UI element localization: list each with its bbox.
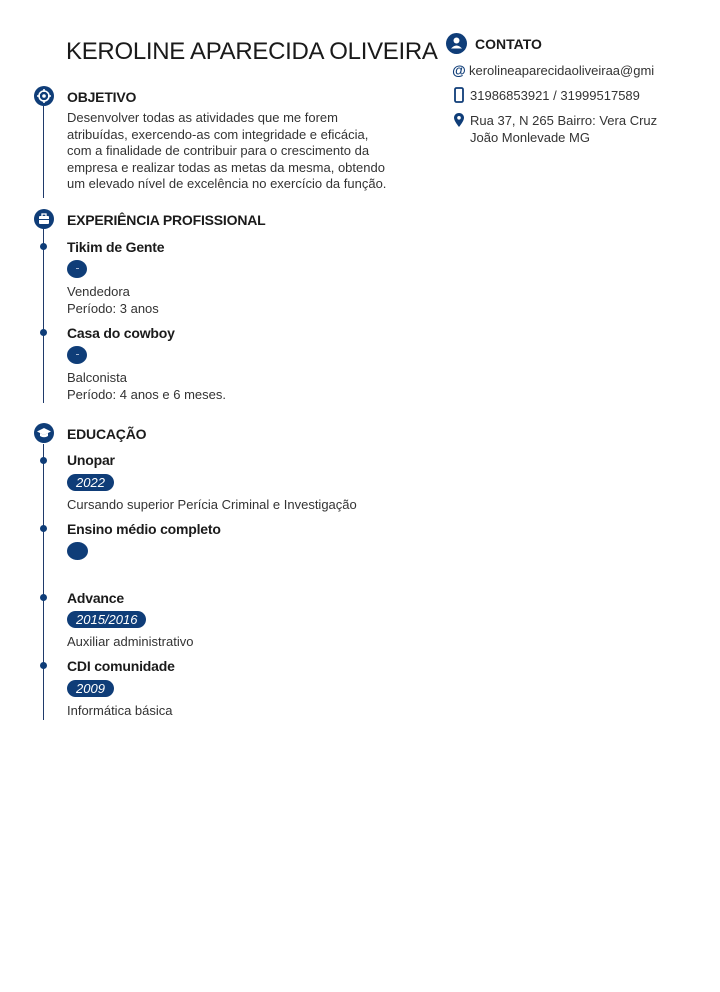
experience-company: Tikim de Gente xyxy=(67,239,165,255)
at-sign-icon: @ xyxy=(452,62,466,78)
briefcase-icon xyxy=(34,209,54,229)
education-year-badge: 2022 xyxy=(67,474,114,491)
contact-address-line1: Rua 37, N 265 Bairro: Vera Cruz xyxy=(470,113,658,128)
education-school: Advance xyxy=(67,590,124,606)
timeline-dot xyxy=(40,243,47,250)
education-course: Auxiliar administrativo xyxy=(67,634,194,649)
education-school: CDI comunidade xyxy=(67,658,175,674)
mobile-phone-icon xyxy=(452,87,466,103)
experience-title: EXPERIÊNCIA PROFISSIONAL xyxy=(67,212,266,228)
timeline-dot xyxy=(40,329,47,336)
timeline-dot xyxy=(40,525,47,532)
timeline-dot xyxy=(40,457,47,464)
education-year-badge: 2009 xyxy=(67,680,114,697)
contact-email: kerolineaparecidaoliveiraa@gmi xyxy=(469,63,655,78)
objective-line: atribuídas, exercendo-as com integridade e eficácia, xyxy=(67,126,369,142)
education-course: Informática básica xyxy=(67,703,173,718)
timeline-dot xyxy=(40,662,47,669)
timeline-dot xyxy=(40,594,47,601)
objective-line: empresa e realizar todas as metas da mesma, obtendo xyxy=(67,159,385,175)
objective-line: Desenvolver todas as atividades que me forem xyxy=(67,110,338,125)
education-year-badge xyxy=(67,542,88,560)
contact-title: CONTATO xyxy=(475,36,542,52)
contact-phone: 31986853921 / 31999517589 xyxy=(470,88,640,103)
education-school: Ensino médio completo xyxy=(67,521,221,537)
objective-line: um elevado nível de excelência no exercício da função. xyxy=(67,176,387,192)
experience-company: Casa do cowboy xyxy=(67,325,175,341)
person-icon xyxy=(446,33,467,54)
experience-period-badge xyxy=(67,346,87,364)
experience-role: Vendedora xyxy=(67,284,130,299)
education-timeline xyxy=(43,444,44,720)
target-icon xyxy=(34,86,54,106)
map-pin-icon xyxy=(452,112,466,128)
education-title: EDUCAÇÃO xyxy=(67,426,147,442)
objective-text xyxy=(67,110,437,193)
objective-title: OBJETIVO xyxy=(67,89,137,105)
experience-period: Período: 3 anos xyxy=(67,301,159,316)
education-course: Cursando superior Perícia Criminal e Investigação xyxy=(67,497,357,512)
experience-role: Balconista xyxy=(67,370,127,385)
experience-period-badge xyxy=(67,260,87,278)
education-year-badge: 2015/2016 xyxy=(67,611,146,628)
candidate-name: KEROLINE APARECIDA OLIVEIRA xyxy=(66,38,438,65)
graduation-cap-icon xyxy=(34,423,54,443)
objective-timeline xyxy=(43,106,44,198)
education-school: Unopar xyxy=(67,452,115,468)
experience-timeline xyxy=(43,228,44,403)
contact-address-line2: João Monlevade MG xyxy=(470,130,590,145)
objective-line: com a finalidade de contribuir para o crescimento da xyxy=(67,143,370,159)
experience-period: Período: 4 anos e 6 meses. xyxy=(67,387,226,402)
